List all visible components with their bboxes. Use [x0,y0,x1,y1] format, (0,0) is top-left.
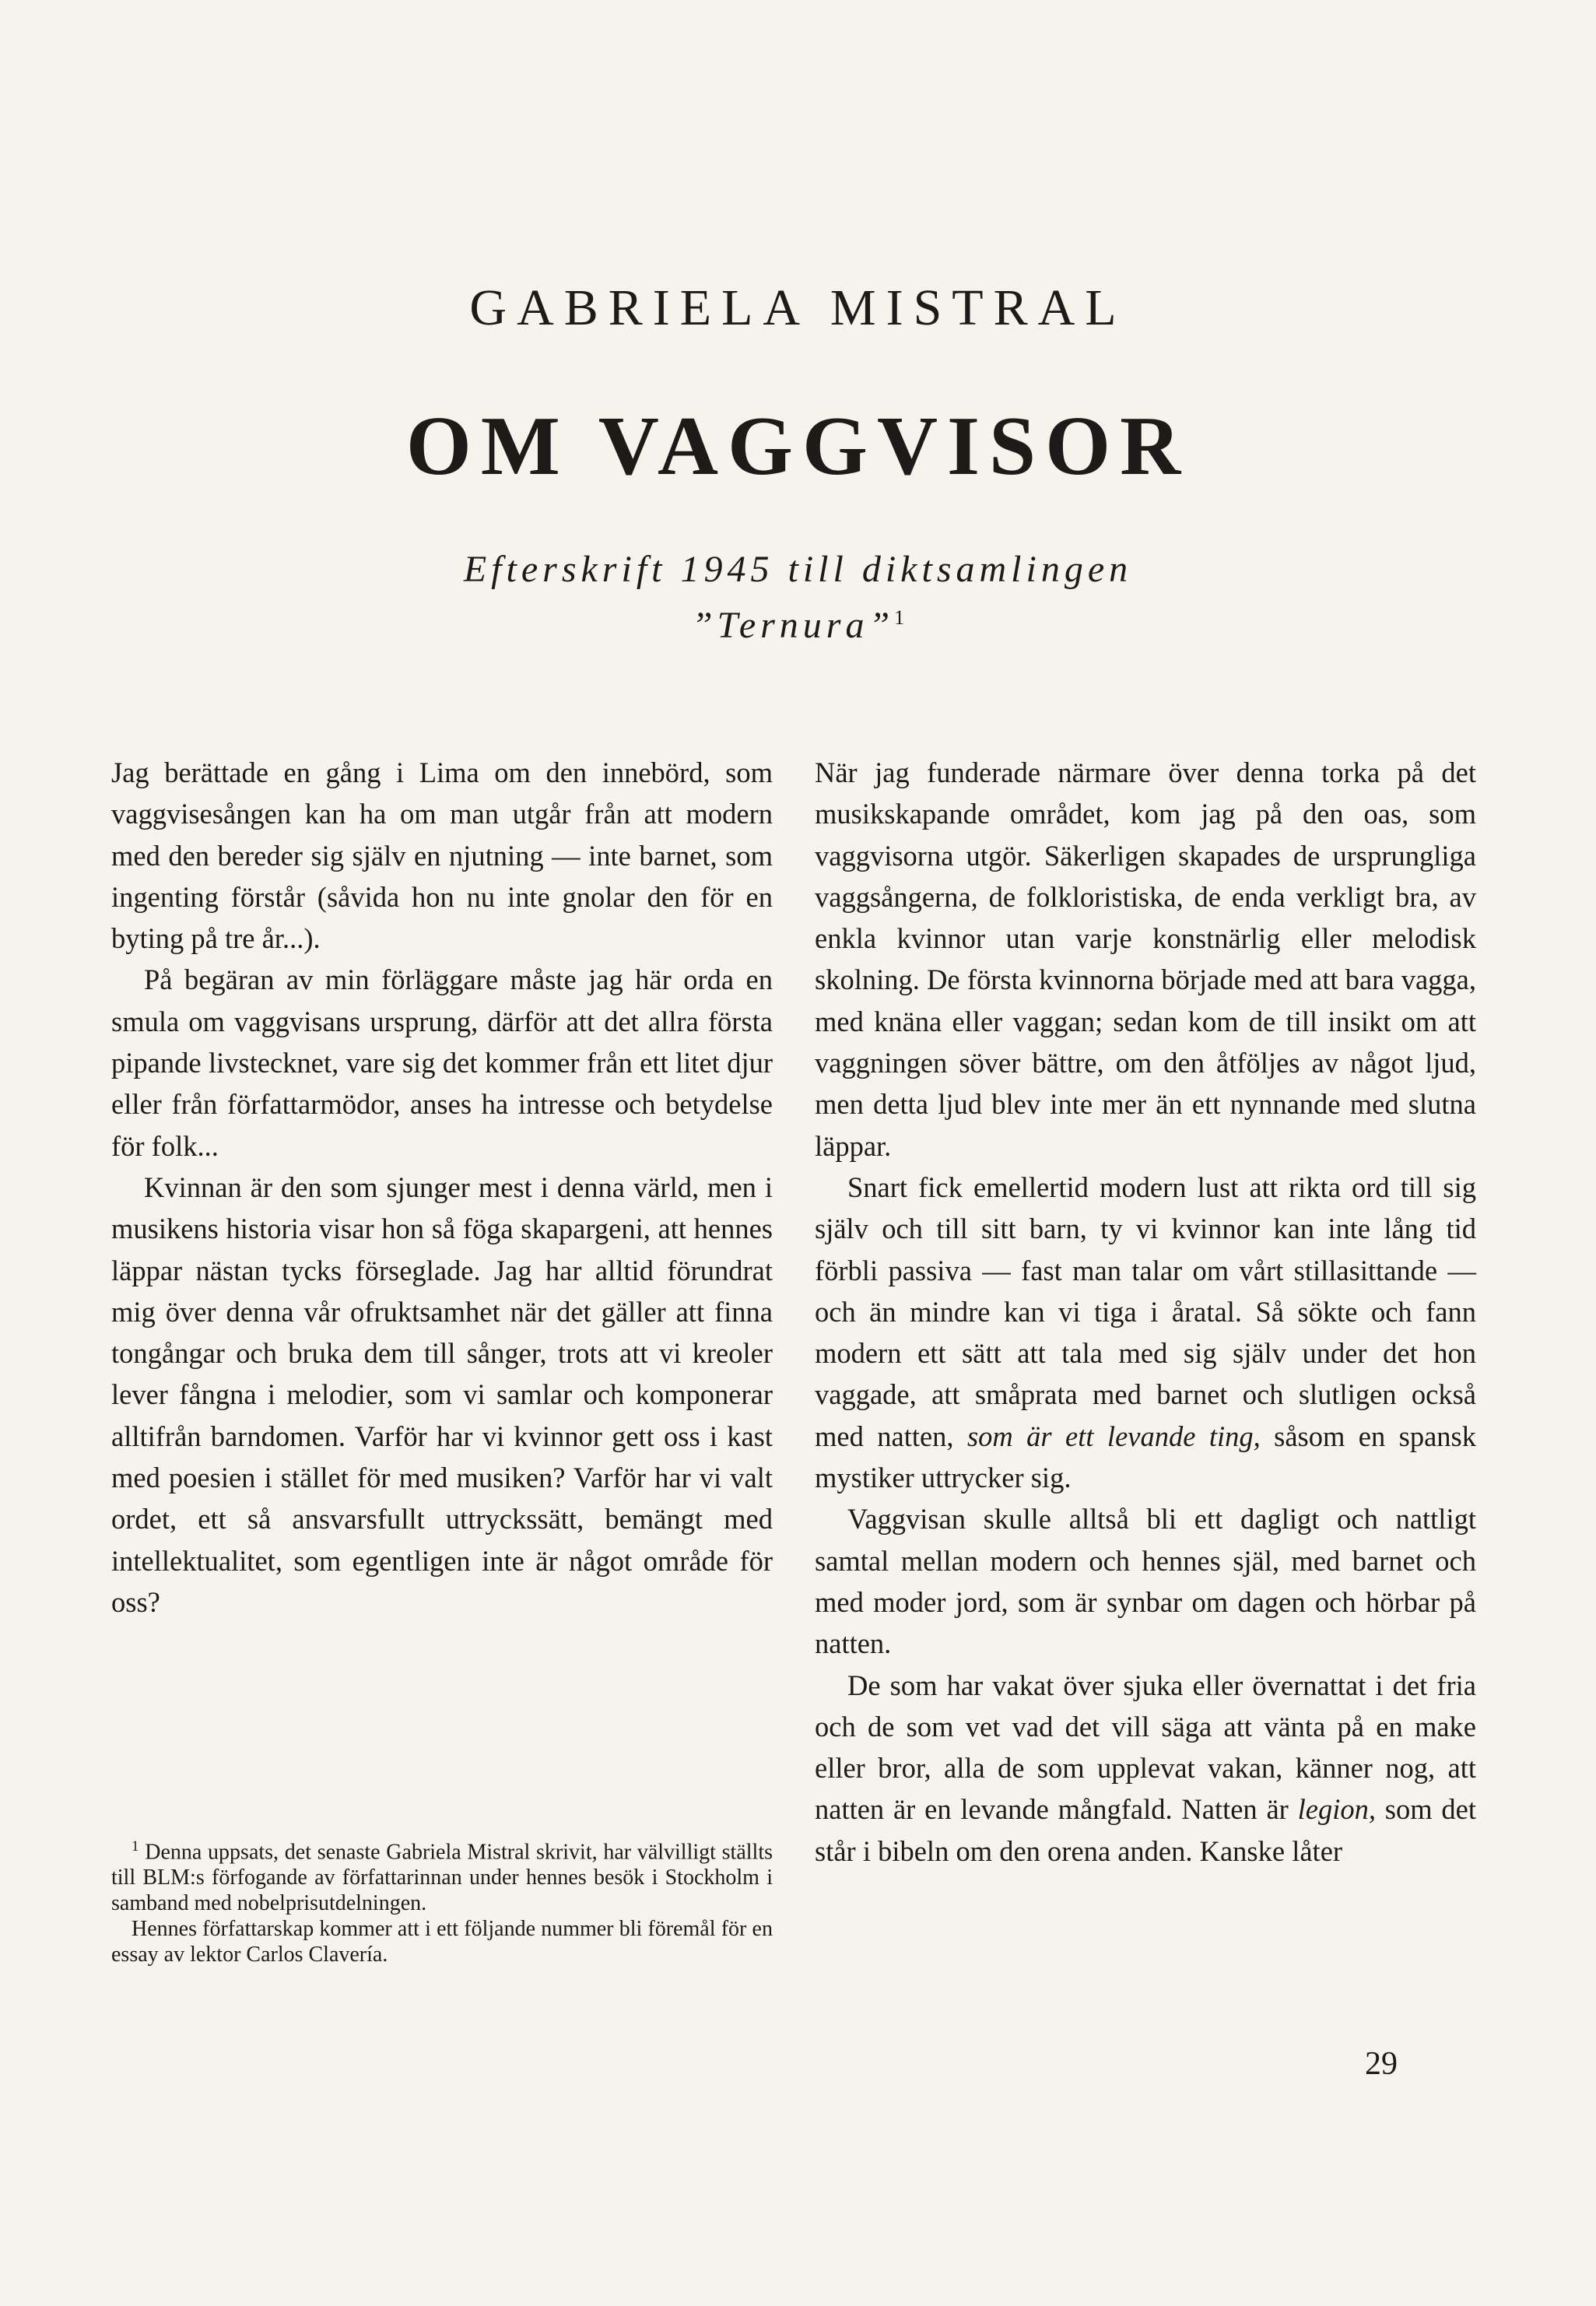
footnote [111,1834,773,1916]
paragraph [815,1167,1476,1498]
footnote-continuation: Hennes författarskap kommer att i ett följande nummer bli föremål för en essay av lektor Carlos Clavería. [111,1917,773,1967]
page-number: 29 [1365,2046,1398,2082]
footnote-text: Denna uppsats, det senaste Gabriela Mistral skrivit, har välvilligt ställts till BLM:s förfogande av författarinnan under hennes besök i Stockholm i samband med nobelprisutdelningen. [111,1840,773,1916]
article-title: OM VAGGVISOR [405,400,1191,493]
paragraph: Kvinnan är den som sjunger mest i denna värld, men i musikens historia visar hon så föga skapargeni, att hennes läppar nästan tycks förseglade. Jag har alltid förundrat mig över denna vår ofruktsamhet när det gäller att finna tongångar och bruka dem till sånger, trots att vi kreoler lever fångna i melodier, som vi samlar och komponerar alltifrån barndomen. Varför har vi kvinnor gett oss i kast med poesien i stället för med musiken? Varför har vi valt ordet, ett så ansvarsfullt uttryckssätt, bemängt med intellektualitet, som egentligen inte är något område för oss? [111,1171,773,1618]
paragraph: När jag funderade närmare över denna torka på det musikskapande området, kom jag på den oas, som vaggvisorna utgör. Säkerligen skapades de ursprungliga vaggsångerna, de folkloristiska, de enda verkligt bra, av enkla kvinnor utan varje konstnärlig eller melodisk skolning. De första kvinnorna började med att bara vagga, med knäna eller vaggan; sedan kom de till insikt om att vaggningen söver bättre, om den åtföljes av något ljud, men detta ljud blev inte mer än ett nynnande med slutna läppar. [815,756,1476,1162]
author-name: GABRIELA MISTRAL [469,279,1127,336]
subtitle-line-1: Efterskrift 1945 till diktsamlingen [463,549,1133,590]
right-column [815,752,1476,1872]
text-run: De som har vakat över sjuka eller övernattat i det fria och de som vet vad det vill säga att vänta på en make eller bror, alla de som upplevat vakan, känner nog, att natten är en levande mångfald. Natten är [815,1669,1476,1826]
footnote-reference: 1 [894,606,905,629]
text-run: Snart fick emellertid modern lust att rikta ord till sig själv och till sitt barn, ty vi kvinnor kan inte lång tid förbli passiva — fast man talar om vårt stillasittande — och än mindre kan vi tiga i åratal. Så sökte och fann modern ett sätt att tala med sig själv under det hon vaggade, att småprata med barnet och slutligen också med natten, [815,1171,1476,1452]
footnote-mark: 1 [132,1838,139,1855]
subtitle-line-2 [0,604,1596,647]
paragraph [815,1665,1476,1872]
italic-word: legion, [1297,1793,1376,1826]
paragraph: Jag berättade en gång i Lima om den innebörd, som vaggvisesången kan ha om man utgår från att modern med den bereder sig själv en njutning — inte barnet, som ingenting förstår (såvida hon nu inte gnolar den för en byting på tre år...). [111,756,773,955]
left-column [111,752,773,1623]
text-run: som det står i bibeln om den orena anden. Kanske låter [815,1793,1477,1867]
text-run: såsom en spansk mystiker uttrycker sig. [815,1420,1477,1494]
subtitle-work-title: ”Ternura” [691,605,895,646]
italic-quote: som är ett levande ting, [966,1420,1261,1452]
footnotes [111,1834,773,1967]
paragraph: Vaggvisan skulle alltså bli ett dagligt och nattligt samtal mellan modern och hennes själ, med barnet och med moder jord, som är synbar om dagen och hörbar på natten. [815,1503,1476,1660]
paragraph: På begäran av min förläggare måste jag här orda en smula om vaggvisans ursprung, därför att det allra första pipande livstecknet, vare sig det kommer från ett litet djur eller från författarmödor, anses ha intresse och betydelse för folk... [111,963,773,1162]
